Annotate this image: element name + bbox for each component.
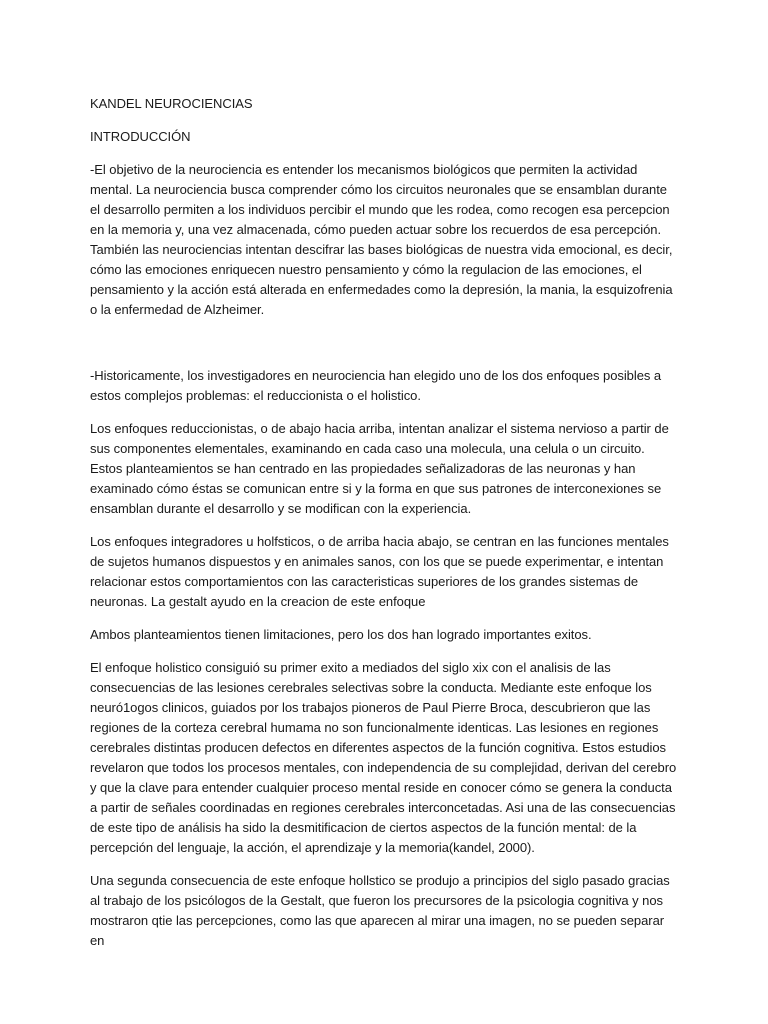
paragraph-integradores: Los enfoques integradores u holfsticos, o de arriba hacia abajo, se centran en las funciones mentales de sujetos humanos dispuestos y en animales sanos, con los que se puede experimentar, e intentan relacionar estos comportamientos con las caracteristicas superiores de los grandes sistemas de neuronas. La gestalt ayudo en la creacion de este enfoque <box>90 534 669 609</box>
document-body <box>90 94 680 964</box>
section-heading: INTRODUCCIÓN <box>90 129 191 144</box>
paragraph-limitaciones: Ambos planteamientos tienen limitaciones, pero los dos han logrado importantes exitos. <box>90 627 592 642</box>
paragraph-gestalt: Una segunda consecuencia de este enfoque hollstico se produjo a principios del siglo pasado gracias al trabajo de los psicólogos de la Gestalt, que fueron los precursores de la psicologia cognitiva y nos mostraron qtie las percepciones, como las que aparecen al mirar una imagen, no se pueden separar en <box>90 873 670 948</box>
paragraph-objetivo: -El objetivo de la neurociencia es entender los mecanismos biológicos que permiten la actividad mental. La neurociencia busca comprender cómo los circuitos neuronales que se ensamblan durante el desarrollo permiten a los individuos percibir el mundo que les rodea, como recogen esa percepcion en la memoria y, una vez almacenada, cómo pueden actuar sobre los recuerdos de esa percepción. También las neurociencias intentan descifrar las bases biológicas de nuestra vida emocional, es decir, cómo las emociones enriquecen nuestro pensamiento y cómo la regulacion de las emociones, el pensamiento y la acción está alterada en enfermedades como la depresión, la mania, la esquizofrenia o la enfermedad de Alzheimer. <box>90 162 673 317</box>
document-title: KANDEL NEUROCIENCIAS <box>90 96 253 111</box>
paragraph-historicamente: -Historicamente, los investigadores en neurociencia han elegido uno de los dos enfoques posibles a estos complejos problemas: el reduccionista o el holistico. <box>90 368 662 403</box>
paragraph-reduccionistas: Los enfoques reduccionistas, o de abajo hacia arriba, intentan analizar el sistema nervioso a partir de sus componentes elementales, examinando en cada caso una molecula, una celula o un circuito. Estos planteamientos se han centrado en las propiedades señalizadoras de las neuronas y han examinado cómo éstas se comunican entre si y la forma en que sus patrones de interconexiones se ensamblan durante el desarrollo y se modifican con la experiencia. <box>90 421 669 516</box>
paragraph-holistico: El enfoque holistico consiguió su primer exito a mediados del siglo xix con el analisis de las consecuencias de las lesiones cerebrales selectivas sobre la conducta. Mediante este enfoque los neuró1ogos clinicos, guiados por los trabajos pioneros de Paul Pierre Broca, descubrieron que las regiones de la corteza cerebral humama no son funcionalmente identicas. Las lesiones en regiones cerebrales distintas producen defectos en diferentes aspectos de la función cognitiva. Estos estudios revelaron que todos los procesos mentales, con independencia de su complejidad, derivan del cerebro y que la clave para entender cualquier proceso mental reside en conocer cómo se genera la conducta a partir de señales coordinadas en regiones cerebrales interconcetadas. Asi una de las consecuencias de este tipo de análisis ha sido la desmitificacion de ciertos aspectos de la función mental: de la percepción del lenguaje, la acción, el aprendizaje y la memoria(kandel, 2000). <box>90 660 677 855</box>
